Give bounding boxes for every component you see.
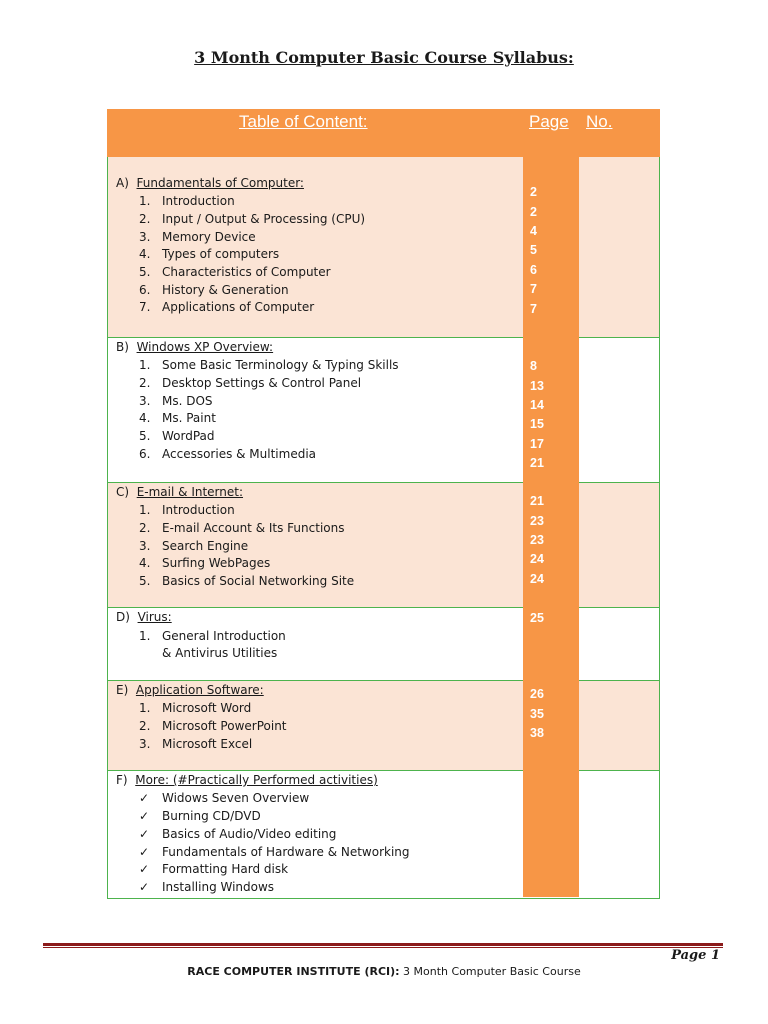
section-letter: B) [116,340,129,354]
page-number: 7 [530,282,537,296]
table-of-contents [107,109,660,899]
page-number: 23 [530,514,544,528]
section-a: A) Fundamentals of Computer: 1. Introduction 2. Input / Output & Processing (CPU) 3. Memory Device 4. Types of computers 5. Characteristics of Computer 6. History & Generation 7. Applications of Computer [107,157,660,338]
page-number: 6 [530,263,537,277]
page-number: 15 [530,417,544,431]
section-letter: D) [116,610,130,624]
page-number: 21 [530,494,544,508]
check-icon: ✓ [139,827,150,841]
page-number: 4 [530,224,537,238]
table-header [107,109,660,158]
page-number: 35 [530,707,544,721]
section-e: E) Application Software: 1. Microsoft Word 2. Microsoft PowerPoint 3. Microsoft Excel [107,681,660,771]
footer-rule-thin [43,947,723,948]
check-icon: ✓ [139,809,150,823]
section-f: F) More: (#Practically Performed activities) ✓ Widows Seven Overview ✓ Burning CD/DVD ✓ Basics of Audio/Video editing ✓ Fundamentals of Hardware & Networking ✓ Formatting Hard disk ✓ Installing Windows [107,771,660,899]
page-number: 17 [530,437,544,451]
header-content-label: Table of Content: [239,112,368,131]
section-c: C) E-mail & Internet: 1. Introduction 2. E-mail Account & Its Functions 3. Search Engine 4. Surfing WebPages 5. Basics of Social Networking Site [107,483,660,608]
section-label: Windows XP Overview: [136,340,274,354]
section-letter: F) [116,773,128,787]
page-number: 8 [530,359,537,373]
header-page-label: Page [529,112,569,131]
page-number: 23 [530,533,544,547]
section-label: Virus: [137,610,172,624]
page-number: 26 [530,687,544,701]
page-number: 2 [530,185,537,199]
section-label: E-mail & Internet: [136,485,244,499]
section-b: B) Windows XP Overview: 1. Some Basic Terminology & Typing Skills 2. Desktop Settings & Control Panel 3. Ms. DOS 4. Ms. Paint 5. WordPad 6. Accessories & Multimedia [107,338,660,483]
section-d: D) Virus: 1. General Introduction & Antivirus Utilities [107,608,660,681]
section-label: More: (#Practically Performed activities) [135,773,378,787]
check-icon: ✓ [139,880,150,894]
page-number: 5 [530,243,537,257]
footer-text [0,965,768,978]
footer-rule [43,943,723,946]
check-icon: ✓ [139,845,150,859]
page-number: 38 [530,726,544,740]
check-icon: ✓ [139,862,150,876]
page-number: 24 [530,552,544,566]
footer-institute: RACE COMPUTER INSTITUTE (RCI): [187,965,400,978]
section-label: Fundamentals of Computer: [136,176,304,190]
section-letter: A) [116,176,129,190]
page-number: 14 [530,398,544,412]
page-number: 21 [530,456,544,470]
page-number: 24 [530,572,544,586]
page-number: 25 [530,611,544,625]
page-number: 2 [530,205,537,219]
footer-course: 3 Month Computer Basic Course [399,965,581,978]
section-letter: E) [116,683,129,697]
page-number: 13 [530,379,544,393]
check-icon: ✓ [139,791,150,805]
header-no-label: No. [586,112,613,131]
page-number: 7 [530,302,537,316]
section-letter: C) [116,485,130,499]
section-label: Application Software: [135,683,264,697]
page-number-label: Page 1 [671,948,720,963]
page-title: 3 Month Computer Basic Course Syllabus: [194,48,574,67]
